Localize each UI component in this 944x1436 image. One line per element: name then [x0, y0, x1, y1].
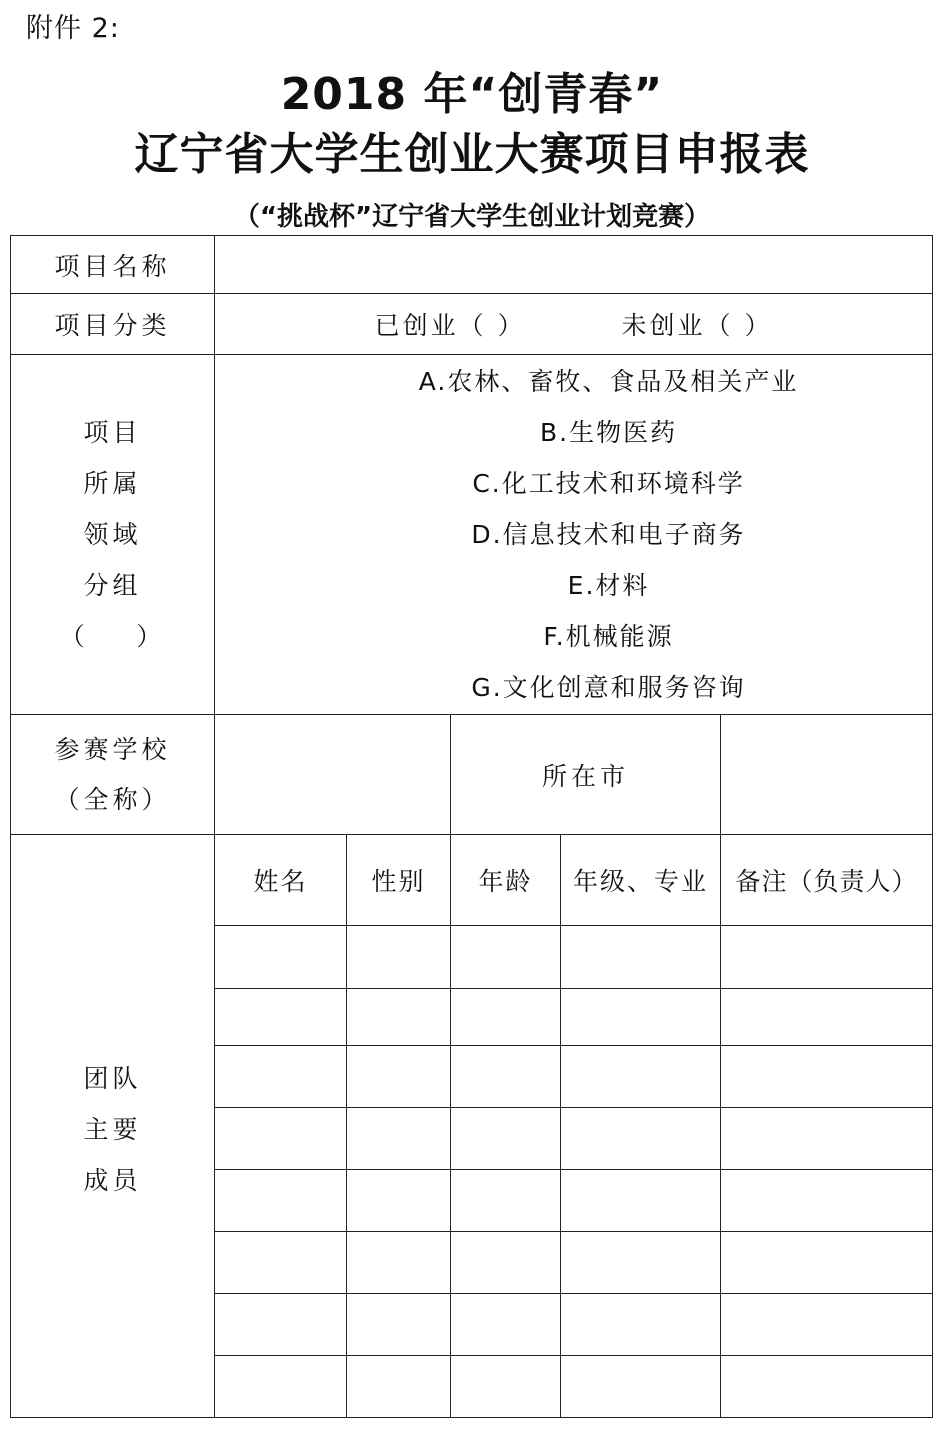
member-remarks-cell[interactable] — [721, 989, 933, 1046]
member-name-cell[interactable] — [215, 1170, 347, 1232]
team-header-row — [11, 835, 933, 926]
domain-label — [11, 355, 215, 715]
member-grade-cell[interactable] — [561, 1232, 721, 1294]
member-remarks-cell[interactable] — [721, 1294, 933, 1356]
member-age-cell[interactable] — [451, 1108, 561, 1170]
project-category-options — [215, 294, 933, 355]
member-age-cell[interactable] — [451, 926, 561, 989]
member-remarks-cell[interactable] — [721, 1108, 933, 1170]
domain-label-line: 领域 — [83, 520, 142, 549]
member-age-cell[interactable] — [451, 1046, 561, 1108]
domain-option-g: G.文化创意和服务咨询 — [471, 673, 746, 702]
member-age-cell[interactable] — [451, 1232, 561, 1294]
member-gender-cell[interactable] — [347, 989, 451, 1046]
member-name-cell[interactable] — [215, 1294, 347, 1356]
school-label — [11, 715, 215, 835]
domain-option-f: F.机械能源 — [543, 622, 674, 651]
member-age-cell[interactable] — [451, 1294, 561, 1356]
member-gender-cell[interactable] — [347, 1108, 451, 1170]
domain-option-e: E.材料 — [567, 571, 650, 600]
title-line-1: 2018 年“创青春” — [280, 69, 664, 120]
column-header-grade-major: 年级、专业 — [561, 835, 721, 926]
member-gender-cell[interactable] — [347, 1232, 451, 1294]
domain-option-b: B.生物医药 — [539, 418, 678, 447]
member-age-cell[interactable] — [451, 1356, 561, 1418]
domain-options-list — [215, 355, 933, 715]
member-remarks-cell[interactable] — [721, 1356, 933, 1418]
member-name-cell[interactable] — [215, 1046, 347, 1108]
school-label-line: （全称） — [54, 784, 171, 814]
domain-label-line: 项目 — [83, 418, 142, 447]
column-header-gender: 性别 — [347, 835, 451, 926]
domain-option-a: A.农林、畜牧、食品及相关产业 — [418, 367, 799, 396]
project-category-row — [11, 294, 933, 355]
domain-selection-blank[interactable]: （ ） — [59, 622, 166, 651]
school-field[interactable] — [215, 715, 451, 835]
member-grade-cell[interactable] — [561, 1356, 721, 1418]
city-label: 所在市 — [451, 715, 721, 835]
member-name-cell[interactable] — [215, 1356, 347, 1418]
project-name-row — [11, 236, 933, 294]
team-label-line: 主要 — [83, 1114, 142, 1144]
domain-option-d: D.信息技术和电子商务 — [471, 520, 746, 549]
domain-row — [11, 355, 933, 715]
team-label-line: 成员 — [83, 1165, 142, 1195]
school-label-line: 参赛学校 — [54, 734, 171, 764]
member-grade-cell[interactable] — [561, 1046, 721, 1108]
category-option-not-started[interactable]: 未创业（ ） — [621, 311, 773, 340]
member-remarks-cell[interactable] — [721, 926, 933, 989]
application-form-table — [10, 235, 933, 1418]
member-name-cell[interactable] — [215, 1108, 347, 1170]
title-line-2: 辽宁省大学生创业大赛项目申报表 — [134, 129, 810, 180]
member-remarks-cell[interactable] — [721, 1232, 933, 1294]
member-grade-cell[interactable] — [561, 926, 721, 989]
category-option-started[interactable]: 已创业（ ） — [374, 311, 526, 340]
domain-option-c: C.化工技术和环境科学 — [472, 469, 745, 498]
member-gender-cell[interactable] — [347, 926, 451, 989]
member-grade-cell[interactable] — [561, 1108, 721, 1170]
member-gender-cell[interactable] — [347, 1294, 451, 1356]
member-name-cell[interactable] — [215, 926, 347, 989]
domain-label-line: 分组 — [83, 571, 142, 600]
attachment-label: 附件 2: — [26, 13, 120, 44]
member-gender-cell[interactable] — [347, 1356, 451, 1418]
city-field[interactable] — [721, 715, 933, 835]
member-remarks-cell[interactable] — [721, 1170, 933, 1232]
column-header-name: 姓名 — [215, 835, 347, 926]
member-gender-cell[interactable] — [347, 1170, 451, 1232]
member-name-cell[interactable] — [215, 1232, 347, 1294]
team-label — [11, 835, 215, 1418]
member-name-cell[interactable] — [215, 989, 347, 1046]
member-remarks-cell[interactable] — [721, 1046, 933, 1108]
school-row — [11, 715, 933, 835]
member-grade-cell[interactable] — [561, 989, 721, 1046]
project-name-field[interactable] — [215, 236, 933, 294]
member-age-cell[interactable] — [451, 989, 561, 1046]
member-age-cell[interactable] — [451, 1170, 561, 1232]
domain-label-line: 所属 — [83, 469, 142, 498]
column-header-remarks: 备注（负责人） — [721, 835, 933, 926]
column-header-age: 年龄 — [451, 835, 561, 926]
project-name-label: 项目名称 — [11, 236, 215, 294]
team-label-line: 团队 — [83, 1063, 142, 1093]
project-category-label: 项目分类 — [11, 294, 215, 355]
member-grade-cell[interactable] — [561, 1170, 721, 1232]
member-gender-cell[interactable] — [347, 1046, 451, 1108]
subtitle: （“挑战杯”辽宁省大学生创业计划竞赛） — [233, 202, 711, 232]
member-grade-cell[interactable] — [561, 1294, 721, 1356]
